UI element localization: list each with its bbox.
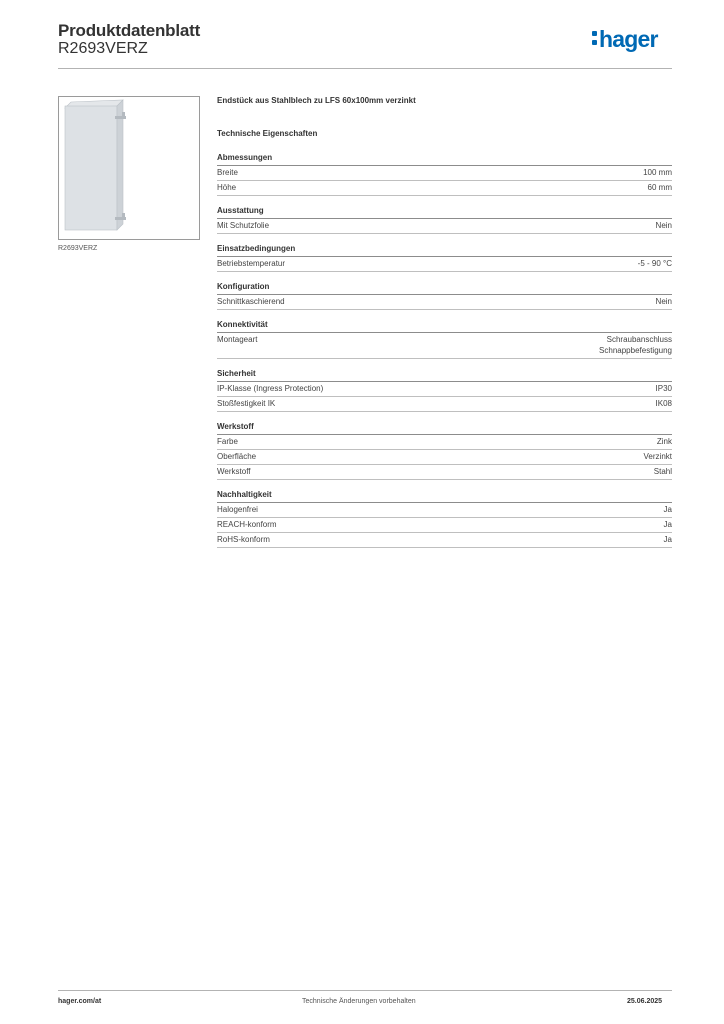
spec-label: Breite <box>217 168 238 177</box>
image-caption: R2693VERZ <box>58 245 98 252</box>
spec-value <box>643 167 672 178</box>
spec-group-title: Werkstoff <box>217 422 672 435</box>
spec-row <box>217 166 672 181</box>
spec-value <box>664 519 672 530</box>
spec-value-line: Verzinkt <box>643 452 672 461</box>
spec-label: Halogenfrei <box>217 505 258 514</box>
spec-value <box>599 334 672 356</box>
spec-value <box>664 534 672 545</box>
spec-row <box>217 450 672 465</box>
spec-value-line: Nein <box>655 221 672 230</box>
product-code: R2693VERZ <box>58 40 148 57</box>
footer-website: hager.com/at <box>58 998 102 1005</box>
spec-value-line: Ja <box>663 505 672 514</box>
footer-date: 25.06.2025 <box>627 998 663 1005</box>
spec-group <box>217 490 672 548</box>
spec-value <box>648 182 672 193</box>
footer-notice: Technische Änderungen vorbehalten <box>302 998 416 1005</box>
spec-group <box>217 320 672 359</box>
spec-row <box>217 533 672 548</box>
spec-label: Oberfläche <box>217 452 257 461</box>
header-divider <box>58 68 672 69</box>
footer-divider <box>58 990 672 991</box>
spec-value-line: Nein <box>655 297 672 306</box>
spec-group-title: Nachhaltigkeit <box>217 490 672 503</box>
spec-label: RoHS-konform <box>217 535 270 544</box>
spec-value-line: 100 mm <box>643 168 672 177</box>
spec-row <box>217 397 672 412</box>
spec-value-line: Stahl <box>653 467 672 476</box>
spec-group-title: Einsatzbedingungen <box>217 244 672 257</box>
spec-value-line: 60 mm <box>647 183 672 192</box>
logo-dots-icon <box>592 30 597 46</box>
spec-label: Mit Schutzfolie <box>217 221 270 230</box>
spec-value <box>644 451 672 462</box>
spec-group <box>217 206 672 234</box>
spec-label: Farbe <box>217 437 238 446</box>
spec-value-line: IK08 <box>655 399 672 408</box>
spec-group-title: Abmessungen <box>217 153 672 166</box>
spec-group <box>217 282 672 310</box>
end-piece-illustration-icon <box>59 97 199 239</box>
spec-label: Schnittkaschierend <box>217 297 285 306</box>
spec-row <box>217 295 672 310</box>
spec-label: Werkstoff <box>217 467 251 476</box>
logo-text: hager <box>599 26 658 52</box>
spec-value <box>656 383 672 394</box>
spec-group-title: Ausstattung <box>217 206 672 219</box>
spec-value <box>664 504 672 515</box>
spec-row <box>217 465 672 480</box>
spec-content <box>217 96 672 548</box>
spec-label: Betriebstemperatur <box>217 259 286 268</box>
spec-value <box>654 466 672 477</box>
spec-value <box>656 398 672 409</box>
spec-value-line: -5 - 90 °C <box>637 259 672 268</box>
spec-row <box>217 503 672 518</box>
spec-value-line: Schnappbefestigung <box>599 346 672 355</box>
spec-value <box>656 296 672 307</box>
spec-row <box>217 219 672 234</box>
product-image <box>58 96 200 240</box>
spec-value-line: Schraubanschluss <box>606 335 672 344</box>
page-title: Produktdatenblatt <box>58 21 201 40</box>
section-title: Technische Eigenschaften <box>217 129 318 138</box>
spec-row <box>217 333 672 359</box>
spec-row <box>217 382 672 397</box>
spec-value-line: Ja <box>663 520 672 529</box>
spec-value <box>638 258 672 269</box>
spec-value-line: IP30 <box>655 384 672 393</box>
spec-group-title: Konnektivität <box>217 320 672 333</box>
product-description: Endstück aus Stahlblech zu LFS 60x100mm verzinkt <box>217 96 416 105</box>
spec-row <box>217 257 672 272</box>
spec-group <box>217 244 672 272</box>
spec-label: REACH-konform <box>217 520 277 529</box>
spec-groups <box>217 153 672 548</box>
hager-logo <box>592 28 658 51</box>
spec-value <box>657 436 672 447</box>
spec-value-line: Ja <box>663 535 672 544</box>
spec-group <box>217 422 672 480</box>
spec-label: Höhe <box>217 183 237 192</box>
spec-label: IP-Klasse (Ingress Protection) <box>217 384 324 393</box>
spec-group-title: Konfiguration <box>217 282 672 295</box>
spec-group <box>217 369 672 412</box>
spec-row <box>217 181 672 196</box>
spec-group-title: Sicherheit <box>217 369 672 382</box>
spec-value <box>656 220 672 231</box>
spec-row <box>217 435 672 450</box>
spec-value-line: Zink <box>656 437 672 446</box>
spec-group <box>217 153 672 196</box>
spec-row <box>217 518 672 533</box>
spec-label: Stoßfestigkeit IK <box>217 399 276 408</box>
spec-label: Montageart <box>217 335 258 344</box>
